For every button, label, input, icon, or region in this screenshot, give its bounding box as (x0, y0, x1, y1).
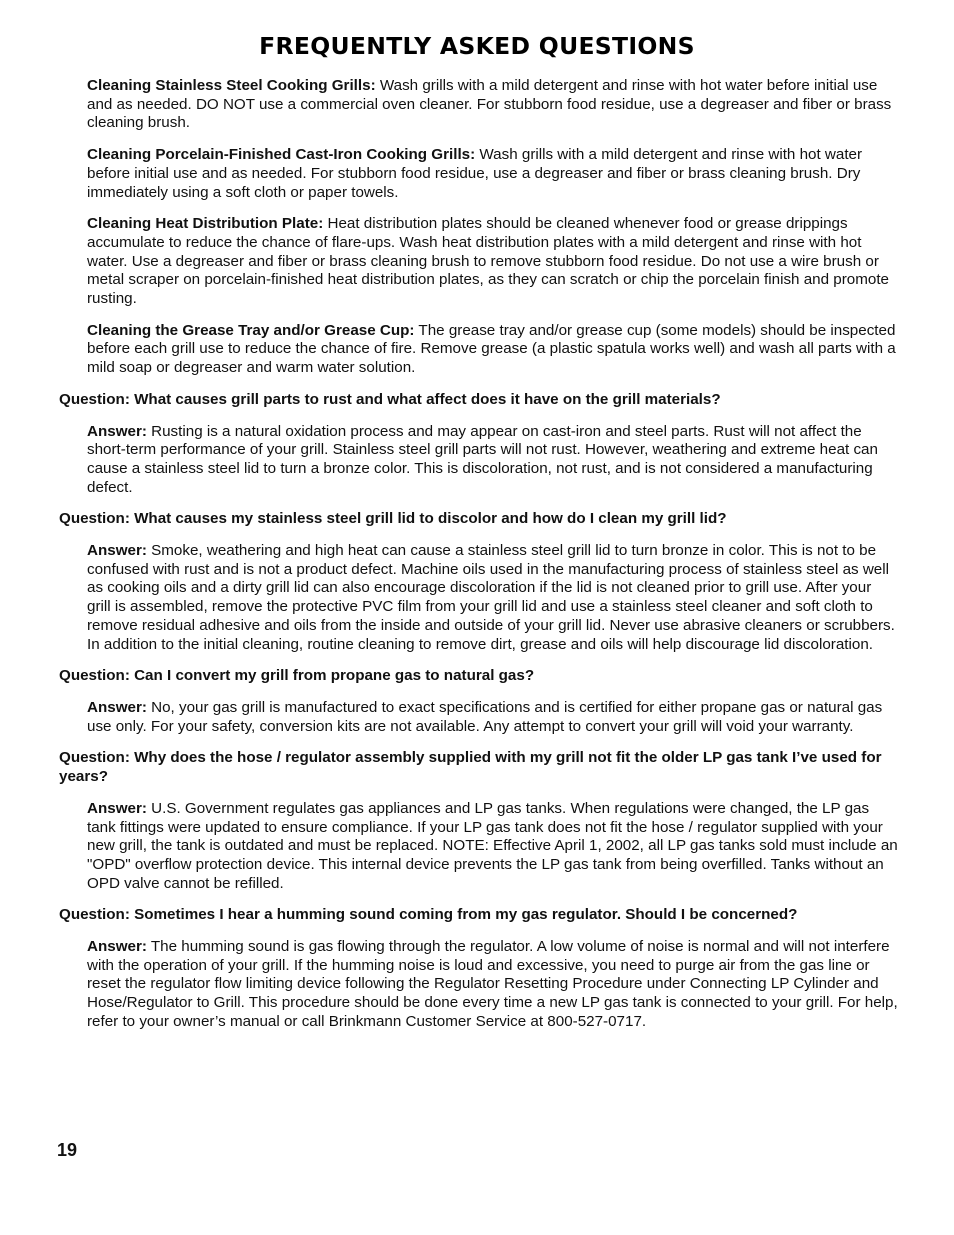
answer-label: Answer: (87, 799, 147, 817)
paragraph-lead: Cleaning the Grease Tray and/or Grease Cup: (87, 321, 415, 339)
paragraph-lead: Cleaning Porcelain-Finished Cast-Iron Cooking Grills: (87, 146, 476, 164)
faq-question: Question: Sometimes I hear a humming sound coming from my gas regulator. Should I be concerned? (59, 906, 798, 924)
faq-question: Question: What causes my stainless steel grill lid to discolor and how do I clean my grill lid? (59, 510, 727, 528)
faq-question: Question: Why does the hose / regulator assembly supplied with my grill not fit the older LP gas tank I’ve used for years? (59, 749, 882, 786)
faq-answer (87, 800, 899, 894)
answer-label: Answer: (87, 422, 147, 440)
page-number: 19 (57, 1140, 78, 1160)
paragraph-lead: Cleaning Heat Distribution Plate: (87, 215, 324, 233)
answer-text: The humming sound is gas flowing through the regulator. A low volume of noise is normal and will not interfere with the operation of your grill. If the humming noise is loud and excessive, you need to purge air from the gas line or reset the regulator flow limiting device following the Regulator Resetting Procedure under Connecting LP Cylinder and Hose/Regulator to Grill. This procedure should be done every time a new LP gas tank is connected to your grill. For help, refer to your owner’s manual or call Brinkmann Customer Service at 800-527-0717. (87, 938, 898, 1030)
paragraph-text: Wash grills with a mild detergent and rinse with hot water before initial use and as needed. DO NOT use a commercial oven cleaner. For stubborn food residue, use a degreaser and fiber or brass cleaning brush. (87, 77, 892, 132)
faq-paragraph (87, 322, 899, 378)
faq-answer (87, 423, 899, 498)
paragraph-lead: Cleaning Stainless Steel Cooking Grills: (87, 77, 376, 94)
answer-text: U.S. Government regulates gas appliances and LP gas tanks. When regulations were changed, the LP gas tank fittings were updated to ensure compliance. If your LP gas tank does not fit the hose / regulator supplied with your new grill, the tank is outdated and must be replaced. NOTE: Effective April 1, 2002, all LP gas tanks sold must include an "OPD" overflow protection device. This internal device prevents the LP gas tank from being overfilled. Tanks without an OPD valve cannot be refilled. (87, 799, 898, 892)
paragraph-text: Wash grills with a mild detergent and rinse with hot water before initial use and as needed. For stubborn food residue, use a degreaser and fiber or brass cleaning brush. Dry immediately using a soft cloth or paper towels. (87, 146, 863, 201)
faq-question: Question: Can I convert my grill from propane gas to natural gas? (59, 667, 535, 685)
page-title: FREQUENTLY ASKED QUESTIONS (259, 32, 695, 60)
paragraph-text: Heat distribution plates should be cleaned whenever food or grease drippings accumulate to reduce the chance of flare-ups. Wash heat distribution plates with a mild detergent and rinse with hot water. Use a degreaser and fiber or brass cleaning brush to remove stubborn food residue. Do not use a wire brush or metal scraper on porcelain-finished heat distribution plates, as they can scratch or chip the porcelain finish and promote rusting. (87, 215, 890, 308)
faq-answer (87, 699, 899, 736)
answer-label: Answer: (87, 698, 147, 716)
faq-question: Question: What causes grill parts to rust and what affect does it have on the grill materials? (59, 390, 721, 408)
faq-paragraph (87, 215, 899, 309)
faq-paragraph (87, 146, 899, 202)
faq-paragraph (87, 77, 899, 133)
answer-text: No, your gas grill is manufactured to exact specifications and is certified for either propane gas or natural gas use only. For your safety, conversion kits are not available. Any attempt to convert your grill will void your warranty. (87, 698, 883, 735)
faq-answer (87, 542, 899, 654)
answer-text: Smoke, weathering and high heat can cause a stainless steel grill lid to turn bronze in color. This is not to be confused with rust and is not a product defect. Machine oils used in the manufacturing process of stainless steel as well as cooking oils and a dirty grill lid can also encourage discoloration if the lid is not cleaned prior to grill use. After your grill is assembled, remove the protective PVC film from your grill lid and use a stainless steel cleaner and soft cloth to remove residual adhesive and oils from the inside and outside of your grill lid. Never use abrasive cleaners or scrubbers. In addition to the initial cleaning, routine cleaning to remove dirt, grease and oils will help discourage lid discoloration. (87, 542, 895, 653)
paragraph-text: The grease tray and/or grease cup (some models) should be inspected before each grill use to reduce the chance of fire. Remove grease (a plastic spatula works well) and wash all parts with a mild soap or degreaser and warm water solution. (87, 321, 896, 377)
answer-label: Answer: (87, 938, 147, 956)
answer-text: Rusting is a natural oxidation process and may appear on cast-iron and steel parts. Rust will not affect the short-term performance of your grill. Stainless steel grill parts will not rust. However, weathering and extreme heat can cause a stainless steel lid to turn a bronze color. This is discoloration, not rust, and is not considered a manufacturing defect. (87, 422, 878, 496)
answer-label: Answer: (87, 542, 147, 560)
faq-content (59, 77, 899, 1045)
faq-answer (87, 938, 899, 1032)
